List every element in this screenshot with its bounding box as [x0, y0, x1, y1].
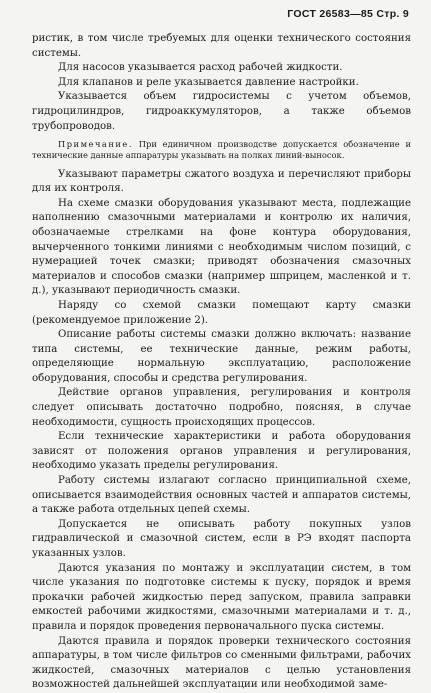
paragraph-continuation: ристик, в том числе требуемых для оценки технического состояния системы.	[32, 33, 411, 59]
paragraph-lubrication-description: Описание работы системы смазки должно включать: название типа системы, ее технические данные, режим работы, определяющие нормальную эксплуатацию, расположение оборудования, способы и средства регулирования.	[32, 329, 411, 384]
paragraph-hydro-volume: Указывается объем гидросистемы с учетом объемов, гидроцилиндров, гидроаккумуляторов, а также объемов трубопроводов.	[32, 91, 411, 132]
document-body	[32, 32, 411, 693]
paragraph-system-operation: Работу системы излагают согласно принципиальной схеме, описывается взаимодействия основных частей и аппаратов системы, а также работа отдельных цепей схемы.	[32, 475, 411, 516]
page-header	[32, 8, 409, 22]
note	[32, 139, 411, 161]
paragraph-controls: Действие органов управления, регулирования и контроля следует описывать достаточно подробно, поясняя, в случае необходимости, сущность происходящих процессов.	[32, 387, 411, 428]
paragraph-valves: Для клапанов и реле указывается давление настройки.	[58, 76, 359, 88]
header-standard-and-page: ГОСТ 26583—85 Стр. 9	[287, 8, 409, 20]
paragraph-installation: Даются указания по монтажу и эксплуатации систем, в том числе указания по подготовке системы к пуску, порядок и время прокачки рабочей жидкостью перед запуском, правила заправки емкостей рабочими жидкостями, смазочными материалами и т. д., правила и порядок проведения первоначального пуска системы.	[32, 562, 411, 632]
paragraph-purchased-units: Допускается не описывать работу покупных узлов гидравлической и смазочной систем, если в РЭ входят паспорта указанных узлов.	[32, 518, 411, 559]
paragraph-lubrication-scheme: На схеме смазки оборудования указывают места, подлежащие наполнению смазочными материалами и контролю их наличия, обозначаемые стрелками на фоне контура оборудования, вычерченного тонкими линиями с необходимым числом позиций, с нумерацией точек смазки; приводят обозначения смазочных материалов и способов смазки (например шприцем, масленкой и т. д.), указывают периодичность смазки.	[32, 197, 411, 297]
paragraph-pumps: Для насосов указывается расход рабочей жидкости.	[58, 62, 343, 74]
note-text: При единичном производстве допускается обозначение и технические данные аппаратуры указывать на полках линий-выносок.	[32, 139, 411, 161]
paragraph-compressed-air: Указывают параметры сжатого воздуха и перечисляют приборы для их контроля.	[32, 168, 411, 195]
paragraph-characteristics: Если технические характеристики и работа оборудования зависят от положения органов управления и регулирования, необходимо указать пределы регулирования.	[32, 431, 411, 472]
paragraph-inspection: Даются правила и порядок проверки технического состояния аппаратуры, в том числе фильтров со сменными фильтрами, рабочих жидкостей, смазочных материалов с целью установления возможностей дальнейшей эксплуатации или необходимой заме-	[32, 635, 411, 691]
paragraph-lubrication-map: Наряду со схемой смазки помещают карту смазки (рекомендуемое приложение 2).	[32, 299, 411, 326]
note-lead: Примечание.	[58, 139, 133, 150]
